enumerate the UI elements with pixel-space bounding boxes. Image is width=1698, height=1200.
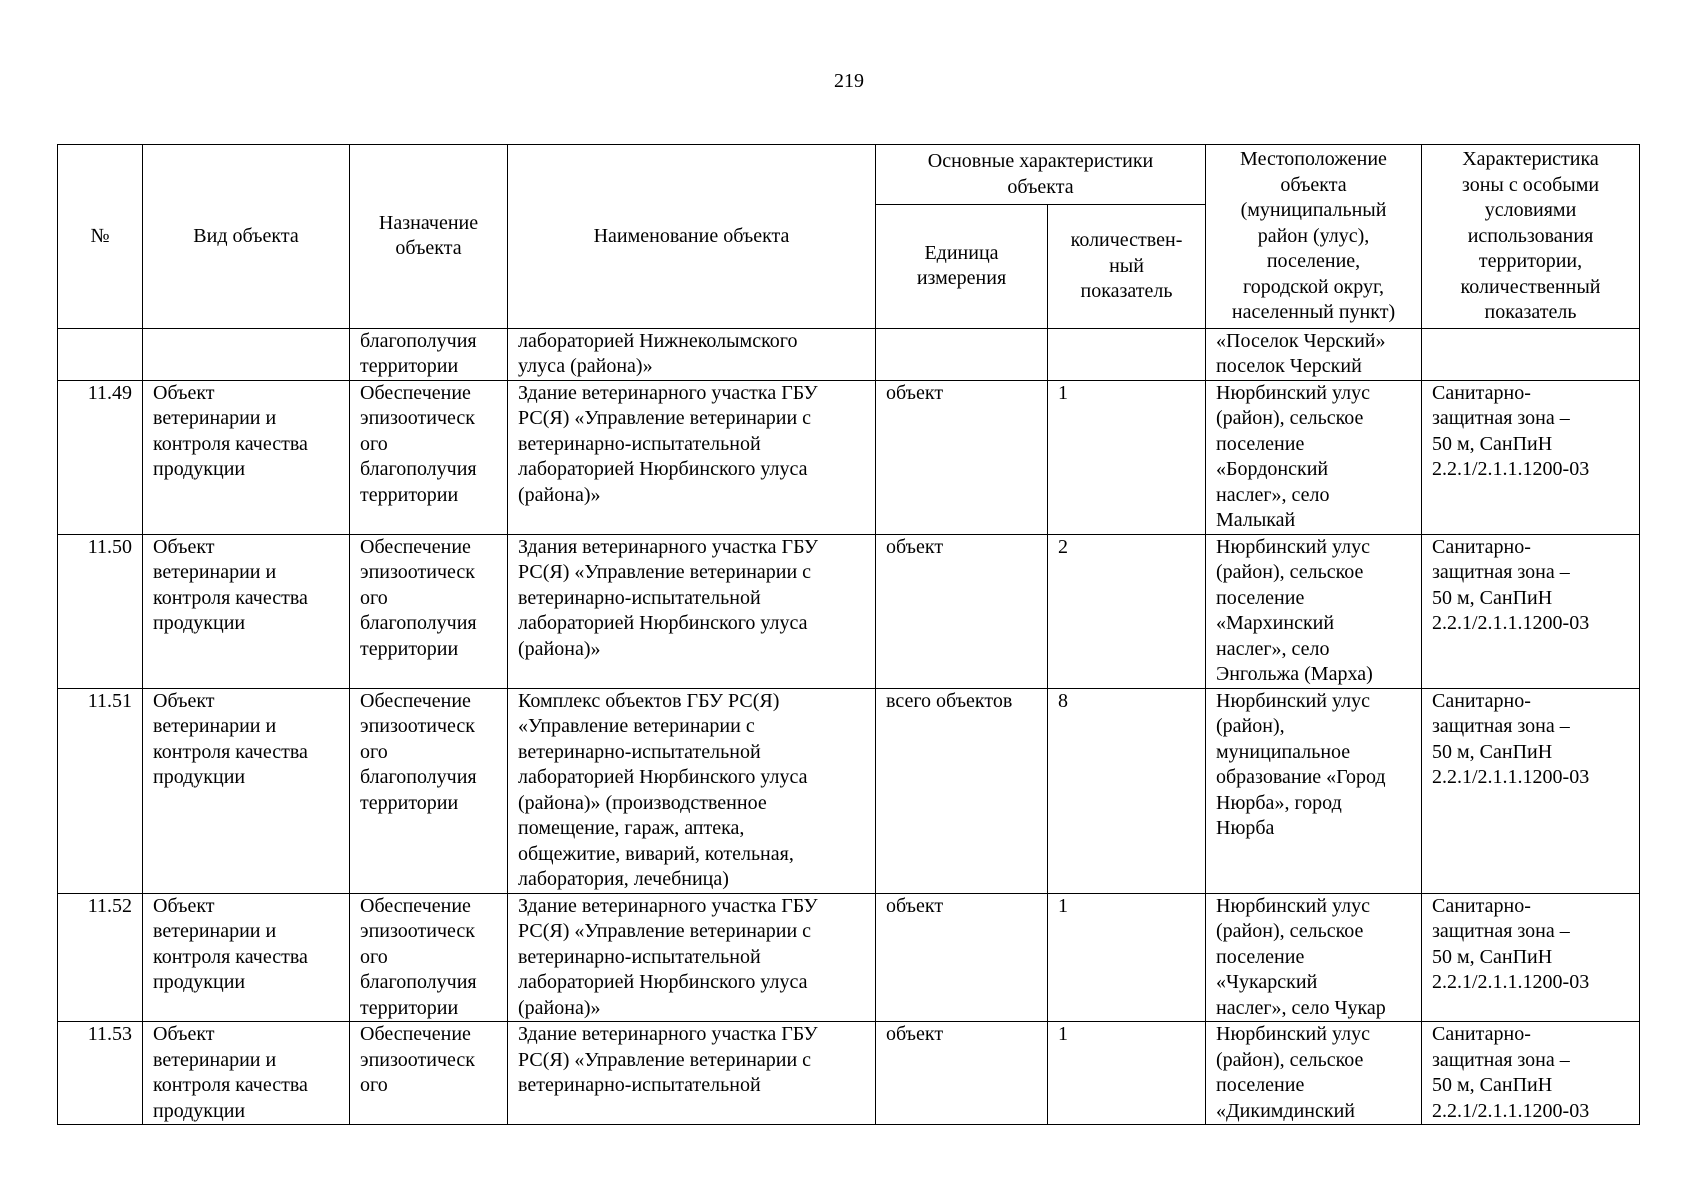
cell-zone: Санитарно- защитная зона – 50 м, СанПиН 2.2.1/2.1.1.1200-03 bbox=[1422, 380, 1640, 534]
header-unit: Единица измерения bbox=[876, 205, 1048, 328]
cell-location: Нюрбинский улус (район), сельское поселение «Мархинский наслег», село Энгольжа (Марха) bbox=[1206, 534, 1422, 688]
cell-type: Объект ветеринарии и контроля качества продукции bbox=[143, 380, 350, 534]
header-zone: Характеристика зоны с особыми условиями использования территории, количественный показатель bbox=[1422, 145, 1640, 329]
cell-type: Объект ветеринарии и контроля качества продукции bbox=[143, 688, 350, 893]
cell-purpose: Обеспечение эпизоотическ ого bbox=[350, 1022, 508, 1125]
table-body bbox=[58, 328, 1640, 1125]
header-name: Наименование объекта bbox=[508, 145, 876, 329]
objects-table bbox=[57, 144, 1640, 1125]
cell-quantity: 8 bbox=[1048, 688, 1206, 893]
cell-unit: объект bbox=[876, 1022, 1048, 1125]
page-number: 219 bbox=[834, 70, 864, 92]
header-location: Местоположение объекта (муниципальный район (улус), поселение, городской округ, населенный пункт) bbox=[1206, 145, 1422, 329]
cell-name: Здание ветеринарного участка ГБУ РС(Я) «Управление ветеринарии с ветеринарно-испытательной лабораторией Нюрбинского улуса (района)» bbox=[508, 893, 876, 1022]
cell-num: 11.50 bbox=[58, 534, 143, 688]
cell-quantity bbox=[1048, 328, 1206, 380]
cell-num: 11.51 bbox=[58, 688, 143, 893]
cell-location: Нюрбинский улус (район), сельское поселение «Бордонский наслег», село Малыкай bbox=[1206, 380, 1422, 534]
cell-location: «Поселок Черский» поселок Черский bbox=[1206, 328, 1422, 380]
header-type: Вид объекта bbox=[143, 145, 350, 329]
cell-quantity: 2 bbox=[1048, 534, 1206, 688]
cell-type: Объект ветеринарии и контроля качества продукции bbox=[143, 893, 350, 1022]
cell-unit: всего объектов bbox=[876, 688, 1048, 893]
cell-zone: Санитарно- защитная зона – 50 м, СанПиН 2.2.1/2.1.1.1200-03 bbox=[1422, 534, 1640, 688]
cell-name: лабораторией Нижнеколымского улуса (района)» bbox=[508, 328, 876, 380]
header-quantity: количествен- ный показатель bbox=[1048, 205, 1206, 328]
cell-quantity: 1 bbox=[1048, 1022, 1206, 1125]
cell-zone: Санитарно- защитная зона – 50 м, СанПиН 2.2.1/2.1.1.1200-03 bbox=[1422, 1022, 1640, 1125]
cell-zone: Санитарно- защитная зона – 50 м, СанПиН 2.2.1/2.1.1.1200-03 bbox=[1422, 688, 1640, 893]
cell-name: Здания ветеринарного участка ГБУ РС(Я) «Управление ветеринарии с ветеринарно-испытательной лабораторией Нюрбинского улуса (района)» bbox=[508, 534, 876, 688]
table-row bbox=[58, 893, 1640, 1022]
cell-unit: объект bbox=[876, 380, 1048, 534]
cell-num: 11.49 bbox=[58, 380, 143, 534]
cell-unit bbox=[876, 328, 1048, 380]
table-row bbox=[58, 380, 1640, 534]
cell-zone: Санитарно- защитная зона – 50 м, СанПиН 2.2.1/2.1.1.1200-03 bbox=[1422, 893, 1640, 1022]
cell-unit: объект bbox=[876, 534, 1048, 688]
header-num: № bbox=[58, 145, 143, 329]
table-row bbox=[58, 1022, 1640, 1125]
cell-purpose: Обеспечение эпизоотическ ого благополучия территории bbox=[350, 688, 508, 893]
cell-purpose: благополучия территории bbox=[350, 328, 508, 380]
cell-type bbox=[143, 328, 350, 380]
table-row bbox=[58, 328, 1640, 380]
cell-name: Здание ветеринарного участка ГБУ РС(Я) «Управление ветеринарии с ветеринарно-испытательной bbox=[508, 1022, 876, 1125]
cell-purpose: Обеспечение эпизоотическ ого благополучия территории bbox=[350, 380, 508, 534]
cell-type: Объект ветеринарии и контроля качества продукции bbox=[143, 1022, 350, 1125]
table-row bbox=[58, 534, 1640, 688]
cell-purpose: Обеспечение эпизоотическ ого благополучия территории bbox=[350, 893, 508, 1022]
cell-name: Комплекс объектов ГБУ РС(Я) «Управление ветеринарии с ветеринарно-испытательной лабораторией Нюрбинского улуса (района)» (производственное помещение, гараж, аптека, общежитие, виварий, котельная, лаборатория, лечебница) bbox=[508, 688, 876, 893]
table-row bbox=[58, 688, 1640, 893]
header-main-chars: Основные характеристики объекта bbox=[876, 145, 1206, 205]
table-header bbox=[58, 145, 1640, 329]
cell-unit: объект bbox=[876, 893, 1048, 1022]
cell-num: 11.52 bbox=[58, 893, 143, 1022]
cell-location: Нюрбинский улус (район), муниципальное образование «Город Нюрба», город Нюрба bbox=[1206, 688, 1422, 893]
header-purpose: Назначение объекта bbox=[350, 145, 508, 329]
cell-quantity: 1 bbox=[1048, 380, 1206, 534]
cell-purpose: Обеспечение эпизоотическ ого благополучия территории bbox=[350, 534, 508, 688]
cell-zone bbox=[1422, 328, 1640, 380]
cell-name: Здание ветеринарного участка ГБУ РС(Я) «Управление ветеринарии с ветеринарно-испытательной лабораторией Нюрбинского улуса (района)» bbox=[508, 380, 876, 534]
cell-type: Объект ветеринарии и контроля качества продукции bbox=[143, 534, 350, 688]
cell-num bbox=[58, 328, 143, 380]
cell-location: Нюрбинский улус (район), сельское поселение «Дикимдинский bbox=[1206, 1022, 1422, 1125]
cell-num: 11.53 bbox=[58, 1022, 143, 1125]
cell-location: Нюрбинский улус (район), сельское поселение «Чукарский наслег», село Чукар bbox=[1206, 893, 1422, 1022]
cell-quantity: 1 bbox=[1048, 893, 1206, 1022]
